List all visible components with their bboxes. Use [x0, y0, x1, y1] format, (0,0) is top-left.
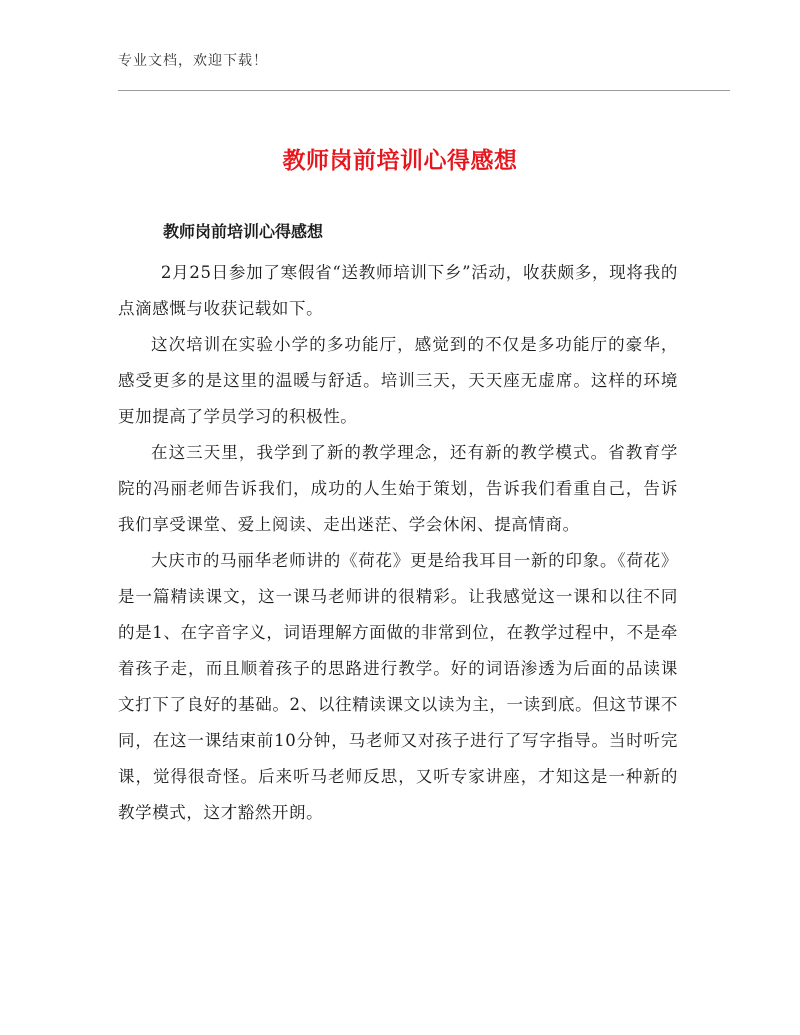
paragraph-4: 大庆市的马丽华老师讲的《荷花》更是给我耳目一新的印象。《荷花》是一篇精读课文，这一课马老师讲的很精彩。让我感觉这一课和以往不同的是1、在字音字义，词语理解方面做的非常到位，在教学过程中，不是牵着孩子走，而且顺着孩子的思路进行教学。好的词语渗透为后面的品读课文打下了良好的基础。2、以往精读课文以读为主，一读到底。但这节课不同，在这一课结束前10分钟，马老师又对孩子进行了写字指导。当时听完课，觉得很奇怪。后来听马老师反思，又听专家讲座，才知这是一种新的教学模式，这才豁然开朗。 [118, 551, 678, 822]
header-divider [118, 90, 730, 91]
page-header-text: 专业文档，欢迎下载！ [118, 53, 268, 69]
document-title: 教师岗前培训心得感想 [282, 148, 518, 174]
paragraph-2: 这次培训在实验小学的多功能厅，感觉到的不仅是多功能厅的豪华，感受更多的是这里的温暖与舒适。培训三天，天天座无虚席。这样的环境更加提高了学员学习的积极性。 [118, 335, 678, 426]
document-subtitle: 教师岗前培训心得感想 [163, 222, 324, 241]
document-body [118, 255, 678, 831]
paragraph-1: 2月25日参加了寒假省“送教师培训下乡”活动，收获颇多，现将我的点滴感慨与收获记载如下。 [118, 263, 678, 318]
paragraph-3: 在这三天里，我学到了新的教学理念，还有新的教学模式。省教育学院的冯丽老师告诉我们，成功的人生始于策划，告诉我们看重自己，告诉我们享受课堂、爱上阅读、走出迷茫、学会休闲、提高情商。 [118, 443, 678, 534]
